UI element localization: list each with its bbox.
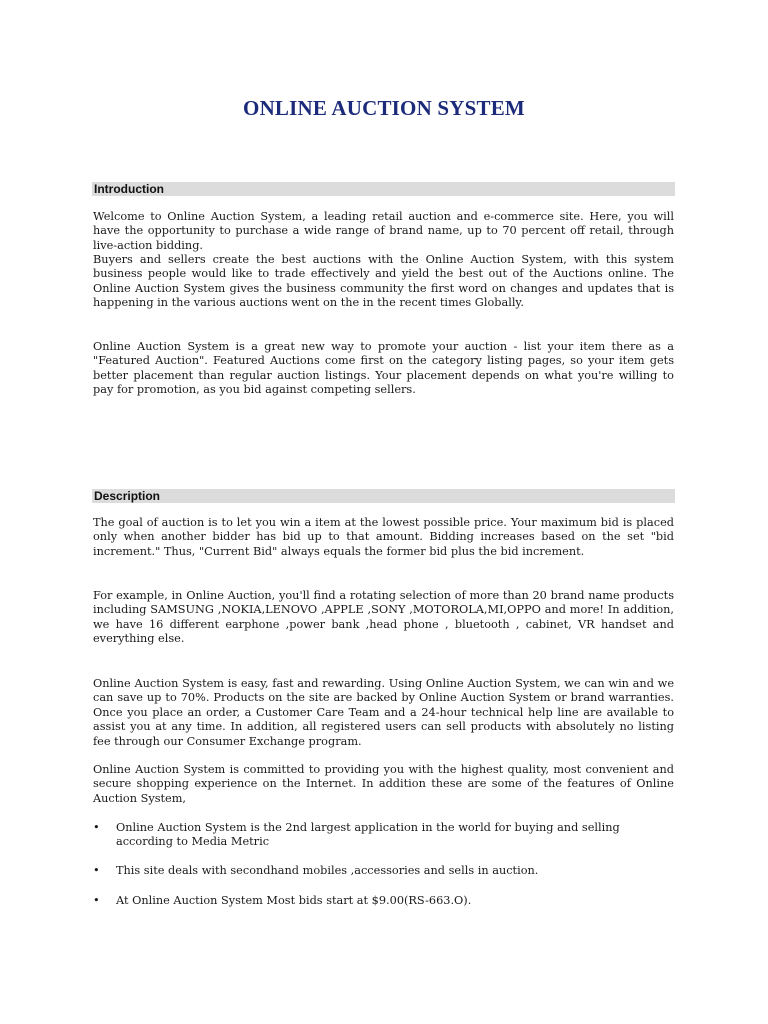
description-paragraph-1: The goal of auction is to let you win a item at the lowest possible price. Your maximum bid is placed only when another bidder has bid up to that amount. Bidding increases based on the set "bid increment." Thus, "Current Bid" always equals the former bid plus the bid increment.	[93, 516, 674, 558]
list-item-text: This site deals with secondhand mobiles ,accessories and sells in auction.	[116, 864, 539, 877]
list-item	[93, 894, 674, 908]
introduction-heading: Introduction	[94, 182, 164, 196]
bullet-icon: •	[93, 894, 100, 907]
introduction-paragraph-2: Buyers and sellers create the best auctions with the Online Auction System, with this system business people would like to trade effectively and yield the best out of the Auctions online. The Online Auction System gives the business community the first word on changes and updates that is happening in the various auctions went on the in the recent times Globally.	[93, 253, 674, 310]
description-paragraph-4: Online Auction System is committed to providing you with the highest quality, most convenient and secure shopping experience on the Internet. In addition these are some of the features of Online Auction System,	[93, 763, 674, 805]
bullet-icon: •	[93, 821, 100, 834]
list-item	[93, 864, 674, 878]
list-item-text: Online Auction System is the 2nd largest application in the world for buying and selling according to Media Metric	[116, 821, 620, 849]
list-item	[93, 821, 674, 850]
introduction-heading-bar	[92, 182, 675, 196]
list-item-text: At Online Auction System Most bids start at $9.00(RS-663.O).	[116, 894, 472, 907]
introduction-paragraph-1: Welcome to Online Auction System, a leading retail auction and e-commerce site. Here, you will have the opportunity to purchase a wide range of brand name, up to 70 percent off retail, through live-action bidding.	[93, 210, 674, 252]
document-title: ONLINE AUCTION SYSTEM	[243, 96, 525, 120]
bullet-icon: •	[93, 864, 100, 877]
description-heading-bar	[92, 489, 675, 503]
introduction-paragraph-3: Online Auction System is a great new way to promote your auction - list your item there as a "Featured Auction". Featured Auctions come first on the category listing pages, so your item gets better placement than regular auction listings. Your placement depends on what you're willing to pay for promotion, as you bid against competing sellers.	[93, 340, 674, 397]
description-paragraph-3: Online Auction System is easy, fast and rewarding. Using Online Auction System, we can win and we can save up to 70%. Products on the site are backed by Online Auction System or brand warranties. Once you place an order, a Customer Care Team and a 24-hour technical help line are available to assist you at any time. In addition, all registered users can sell products with absolutely no listing fee through our Consumer Exchange program.	[93, 677, 674, 748]
description-heading: Description	[94, 489, 161, 503]
description-paragraph-2: For example, in Online Auction, you'll find a rotating selection of more than 20 brand name products including SAMSUNG ,NOKIA,LENOVO ,APPLE ,SONY ,MOTOROLA,MI,OPPO and more! In addition, we have 16 different earphone ,power bank ,head phone , bluetooth , cabinet, VR handset and everything else.	[93, 589, 674, 646]
